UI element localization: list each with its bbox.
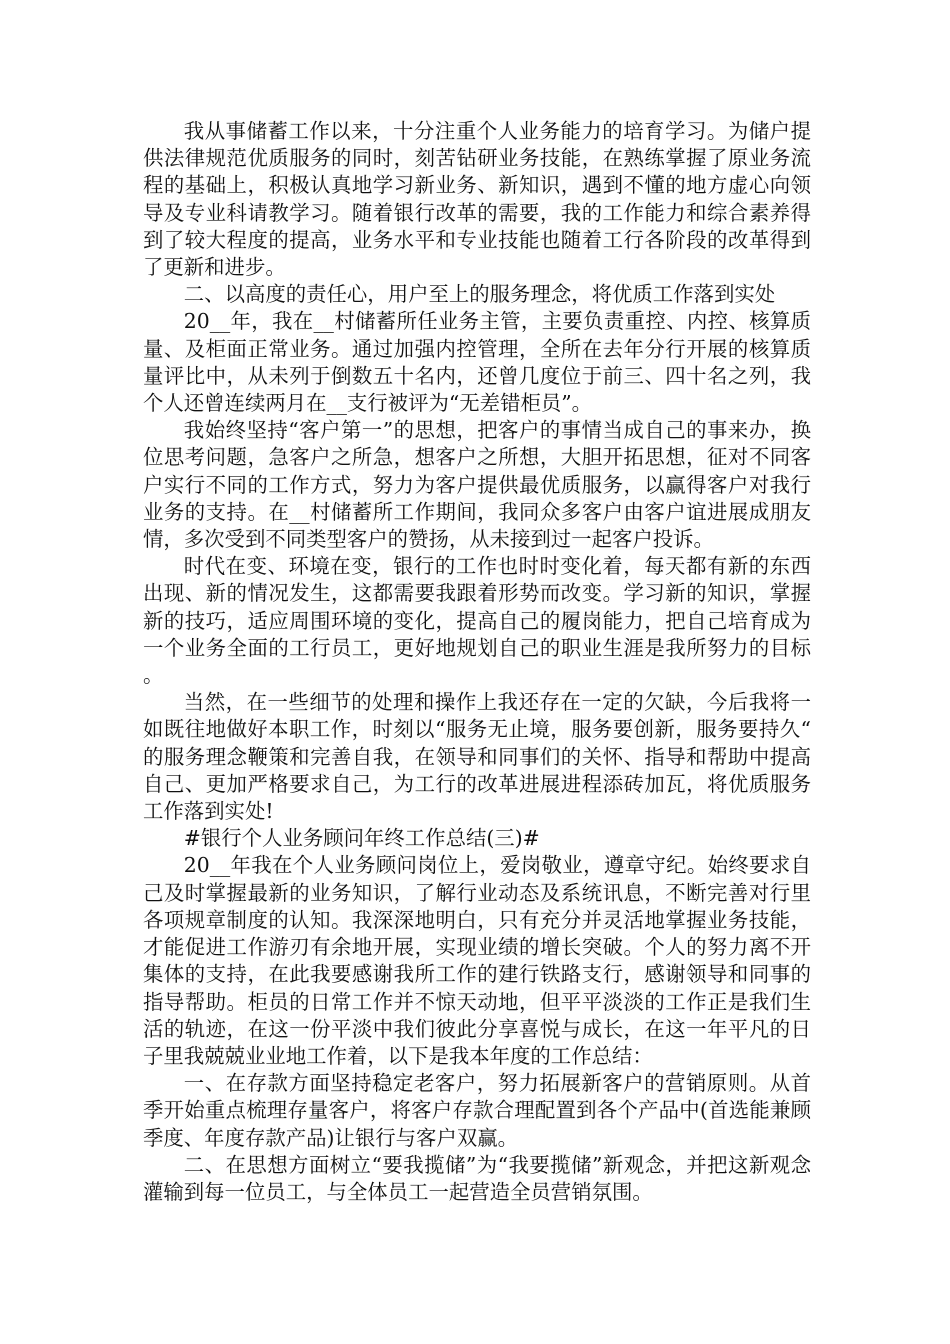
paragraph-business-supervisor: 20__年，我在__村储蓄所任业务主管，主要负责重控、内控、核算质量、及柜面正常业务。通过加强内控管理，全所在去年分行开展的核算质量评比中，从未列于倒数五十名内，还曾几度位于前三、四十名之列，我个人还曾连续两月在__支行被评为“无差错柜员”。 bbox=[143, 309, 811, 416]
section-heading-responsibility: 二、以高度的责任心，用户至上的服务理念，将优质工作落到实处 bbox=[183, 282, 776, 307]
paragraph-future-commitment: 当然，在一些细节的处理和操作上我还存在一定的欠缺，今后我将一如既往地做好本职工作，时刻以“服务无止境，服务要创新，服务要持久“的服务理念鞭策和完善自我，在领导和同事们的关怀、指导和帮助中提高自己、更加严格要求自己，为工行的改革进展进程添砖加瓦，将优质服务工作落到实处! bbox=[143, 690, 811, 824]
document-page bbox=[143, 118, 811, 1206]
paragraph-advisor-year-summary: 20__年我在个人业务顾问岗位上，爱岗敬业，遵章守纪。始终要求自己及时掌握最新的业务知识，了解行业动态及系统讯息，不断完善对行里各项规章制度的认知。我深深地明白，只有充分并灵活地掌握业务技能，才能促进工作游刃有余地开展，实现业绩的增长突破。个人的努力离不开集体的支持，在此我要感谢我所工作的建行铁路支行，感谢领导和同事的指导帮助。柜员的日常工作并不惊天动地，但平平淡淡的工作正是我们生活的轨迹，在这一份平淡中我们彼此分享喜悦与成长，在这一年平凡的日子里我兢兢业业地工作着，以下是我本年度的工作总结： bbox=[143, 853, 811, 1068]
paragraph-savings-work-learning: 我从事储蓄工作以来，十分注重个人业务能力的培育学习。为储户提供法律规范优质服务的同时，刻苦钻研业务技能，在熟练掌握了原业务流程的基础上，积极认真地学习新业务、新知识，遇到不懂的地方虚心向领导及专业科请教学习。随着银行改革的需要，我的工作能力和综合素养得到了较大程度的提高，业务水平和专业技能也随着工行各阶段的改革得到了更新和进步。 bbox=[143, 119, 811, 280]
section-title-summary-three: #银行个人业务顾问年终工作总结(三)# bbox=[183, 826, 540, 851]
paragraph-changing-times: 时代在变、环境在变，银行的工作也时时变化着，每天都有新的东西出现、新的情况发生，这都需要我跟着形势而改变。学习新的知识，掌握新的技巧，适应周围环境的变化，提高自己的履岗能力，把自己培育成为一个业务全面的工行员工，更好地规划自己的职业生涯是我所努力的目标。 bbox=[143, 554, 811, 688]
paragraph-new-concept: 二、在思想方面树立“要我揽储”为“我要揽储”新观念，并把这新观念灌输到每一位员工，与全体员工一起营造全员营销氛围。 bbox=[143, 1152, 811, 1204]
paragraph-deposit-principle: 一、在存款方面坚持稳定老客户，努力拓展新客户的营销原则。从首季开始重点梳理存量客户，将客户存款合理配置到各个产品中(首选能兼顾季度、年度存款产品)让银行与客户双赢。 bbox=[143, 1071, 811, 1150]
paragraph-customer-first: 我始终坚持“客户第一”的思想，把客户的事情当成自己的事来办，换位思考问题，急客户之所急，想客户之所想，大胆开拓思想，征对不同客户实行不同的工作方式，努力为客户提供最优质服务，以赢得客户对我行业务的支持。在__村储蓄所工作期间，我同众多客户由客户谊进展成朋友情，多次受到不同类型客户的赞扬，从未接到过一起客户投诉。 bbox=[143, 418, 811, 552]
